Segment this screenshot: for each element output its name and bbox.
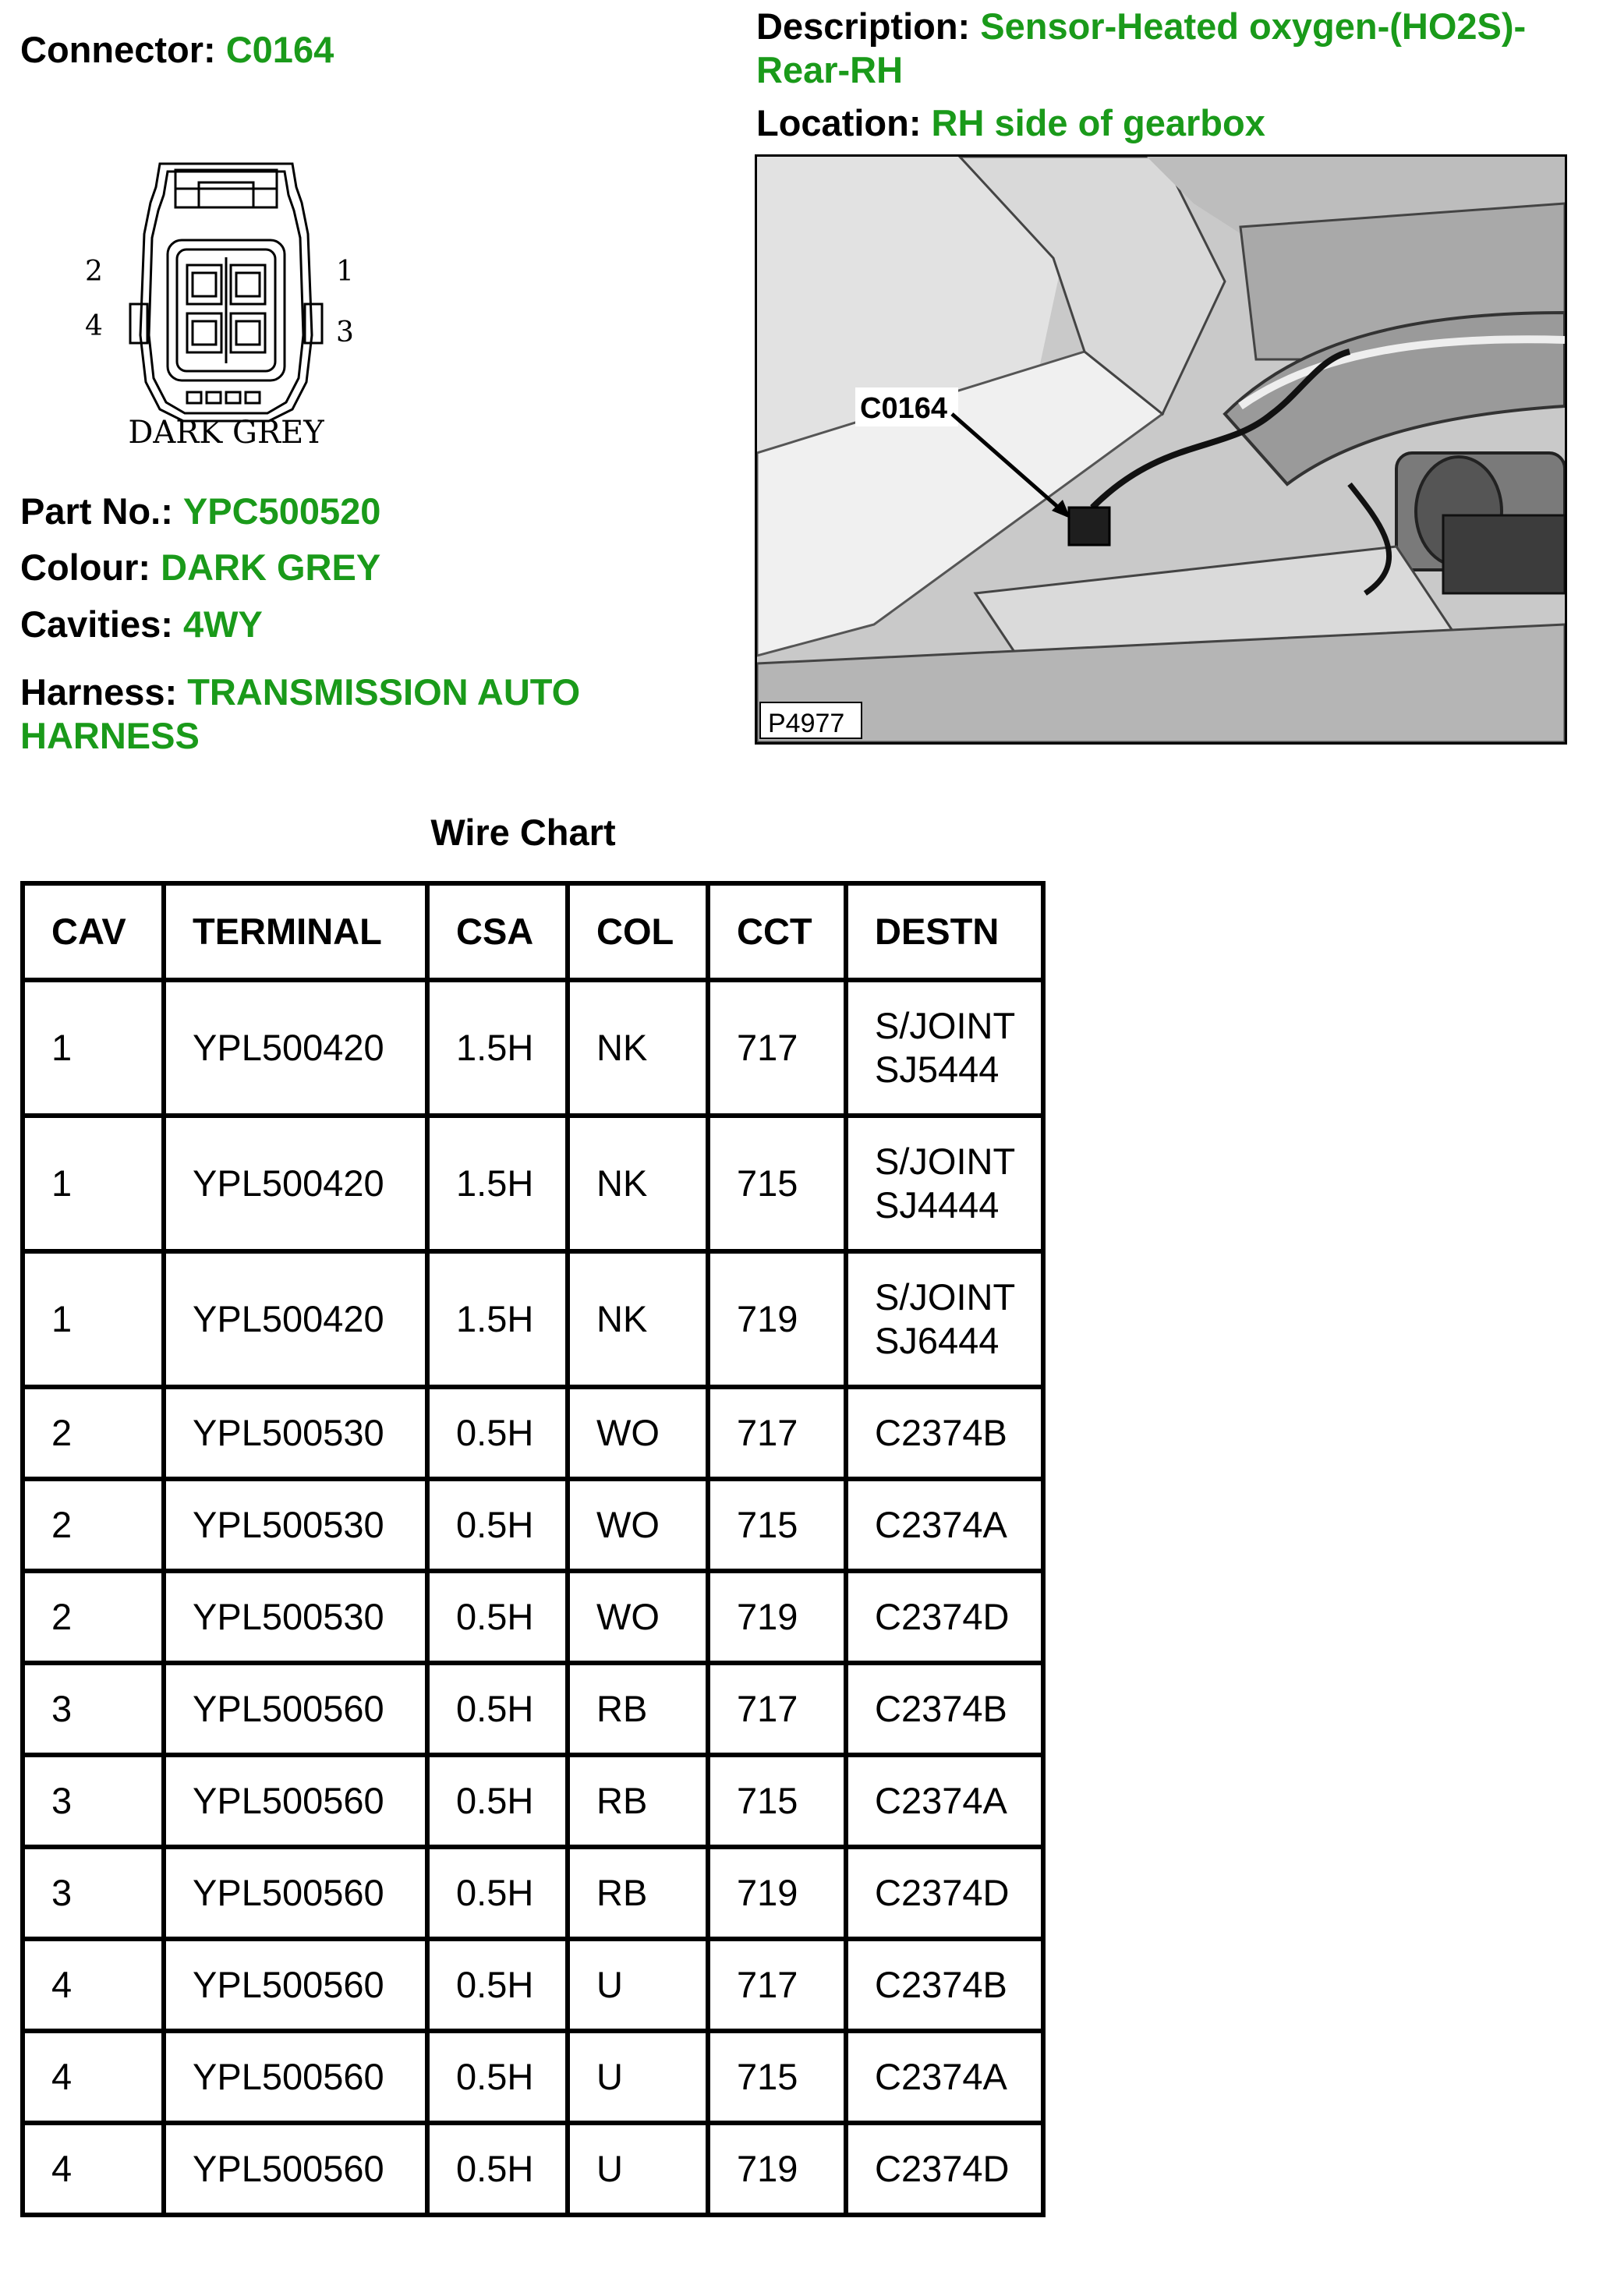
table-row [23, 1755, 1043, 1847]
cell-col: NK [568, 1251, 708, 1387]
cell-terminal: YPL500560 [164, 1847, 427, 1939]
connector-diagram [74, 148, 378, 460]
part-no-field [20, 490, 380, 533]
cell-csa: 0.5H [427, 1847, 568, 1939]
header-col: COL [568, 883, 708, 980]
table-row [23, 1116, 1043, 1251]
cell-cct: 717 [708, 1387, 846, 1479]
table-row [23, 1939, 1043, 2031]
cell-csa: 0.5H [427, 2123, 568, 2215]
cell-csa: 0.5H [427, 1755, 568, 1847]
cell-cav: 2 [23, 1479, 164, 1571]
cell-destn: C2374D [846, 1847, 1043, 1939]
cell-col: WO [568, 1479, 708, 1571]
cell-terminal: YPL500560 [164, 1755, 427, 1847]
cell-csa: 0.5H [427, 1663, 568, 1755]
pin-label-3: 3 [336, 317, 354, 348]
cavities-field [20, 603, 263, 646]
colour-label: Colour: [20, 547, 151, 588]
table-header-row [23, 883, 1043, 980]
cell-cct: 715 [708, 2031, 846, 2123]
cell-cct: 719 [708, 1251, 846, 1387]
location-illustration [757, 157, 1565, 742]
harness-label: Harness: [20, 671, 178, 713]
cell-destn: C2374A [846, 1755, 1043, 1847]
cell-cct: 719 [708, 2123, 846, 2215]
harness-field [20, 670, 706, 758]
cell-cav: 3 [23, 1755, 164, 1847]
cell-csa: 1.5H [427, 1116, 568, 1251]
cell-terminal: YPL500530 [164, 1571, 427, 1663]
table-row [23, 2031, 1043, 2123]
cell-col: NK [568, 1116, 708, 1251]
cell-col: U [568, 2123, 708, 2215]
cell-terminal: YPL500530 [164, 1387, 427, 1479]
table-row [23, 1663, 1043, 1755]
cell-col: RB [568, 1755, 708, 1847]
cell-csa: 0.5H [427, 1387, 568, 1479]
cell-col: NK [568, 980, 708, 1116]
table-row [23, 2123, 1043, 2215]
cell-destn: S/JOINT SJ4444 [846, 1116, 1043, 1251]
cell-cav: 3 [23, 1847, 164, 1939]
cell-csa: 0.5H [427, 1939, 568, 2031]
cell-cct: 719 [708, 1571, 846, 1663]
colour-value: DARK GREY [161, 547, 381, 588]
cell-destn: C2374D [846, 2123, 1043, 2215]
cell-cct: 715 [708, 1755, 846, 1847]
cell-terminal: YPL500420 [164, 980, 427, 1116]
cell-csa: 1.5H [427, 1251, 568, 1387]
cell-col: U [568, 1939, 708, 2031]
cell-cct: 717 [708, 980, 846, 1116]
cell-cav: 2 [23, 1387, 164, 1479]
table-row [23, 1571, 1043, 1663]
cell-destn: C2374B [846, 1387, 1043, 1479]
pin-label-1: 1 [336, 256, 354, 288]
connector-field [20, 28, 334, 72]
cell-cct: 715 [708, 1479, 846, 1571]
cell-col: RB [568, 1663, 708, 1755]
connector-label: Connector: [20, 29, 216, 70]
cell-destn: C2374B [846, 1939, 1043, 2031]
cell-terminal: YPL500560 [164, 1939, 427, 2031]
wire-chart-title: Wire Chart [430, 812, 616, 853]
cell-col: U [568, 2031, 708, 2123]
location-value: RH side of gearbox [931, 102, 1265, 143]
cell-cav: 3 [23, 1663, 164, 1755]
table-row [23, 1479, 1043, 1571]
description-value: Sensor-Heated oxygen-(HO2S)-Rear-RH [756, 5, 1527, 90]
location-field [756, 101, 1265, 145]
header-cct: CCT [708, 883, 846, 980]
cell-cct: 719 [708, 1847, 846, 1939]
colour-field [20, 546, 380, 589]
cell-terminal: YPL500530 [164, 1479, 427, 1571]
cell-terminal: YPL500420 [164, 1116, 427, 1251]
cell-cav: 1 [23, 1116, 164, 1251]
cell-col: WO [568, 1571, 708, 1663]
location-label: Location: [756, 102, 922, 143]
cell-destn: C2374B [846, 1663, 1043, 1755]
cell-destn: C2374A [846, 1479, 1043, 1571]
table-row [23, 1387, 1043, 1479]
cell-terminal: YPL500560 [164, 1663, 427, 1755]
photo-ref-label: P4977 [768, 709, 845, 738]
header-destn: DESTN [846, 883, 1043, 980]
part-no-label: Part No.: [20, 490, 173, 532]
cell-col: WO [568, 1387, 708, 1479]
table-row [23, 980, 1043, 1116]
table-row [23, 1251, 1043, 1387]
harness-value: TRANSMISSION AUTO HARNESS [20, 671, 581, 756]
connector-value: C0164 [225, 29, 334, 70]
cell-destn: C2374A [846, 2031, 1043, 2123]
cavities-value: 4WY [182, 603, 263, 645]
header-csa: CSA [427, 883, 568, 980]
diagram-caption: DARK GREY [128, 415, 324, 451]
cell-csa: 0.5H [427, 1479, 568, 1571]
photo-callout-label: C0164 [860, 392, 947, 425]
cell-cav: 4 [23, 1939, 164, 2031]
part-no-value: YPC500520 [182, 490, 381, 532]
cell-terminal: YPL500420 [164, 1251, 427, 1387]
wire-chart-table [20, 881, 1046, 2217]
cell-csa: 0.5H [427, 1571, 568, 1663]
cell-col: RB [568, 1847, 708, 1939]
cell-terminal: YPL500560 [164, 2031, 427, 2123]
cell-cav: 4 [23, 2031, 164, 2123]
pin-label-4: 4 [85, 310, 103, 342]
cell-destn: C2374D [846, 1571, 1043, 1663]
cell-terminal: YPL500560 [164, 2123, 427, 2215]
cell-cav: 1 [23, 1251, 164, 1387]
cell-csa: 0.5H [427, 2031, 568, 2123]
cell-cct: 717 [708, 1663, 846, 1755]
header-terminal: TERMINAL [164, 883, 427, 980]
description-label: Description: [756, 5, 971, 47]
cell-cav: 1 [23, 980, 164, 1116]
cell-cct: 715 [708, 1116, 846, 1251]
header-cav: CAV [23, 883, 164, 980]
pin-label-2: 2 [85, 256, 103, 288]
cell-destn: S/JOINT SJ6444 [846, 1251, 1043, 1387]
location-photo [755, 154, 1567, 745]
cell-cct: 717 [708, 1939, 846, 2031]
cell-cav: 4 [23, 2123, 164, 2215]
cavities-label: Cavities: [20, 603, 173, 645]
cell-cav: 2 [23, 1571, 164, 1663]
cell-destn: S/JOINT SJ5444 [846, 980, 1043, 1116]
description-field [756, 5, 1598, 92]
cell-csa: 1.5H [427, 980, 568, 1116]
table-row [23, 1847, 1043, 1939]
